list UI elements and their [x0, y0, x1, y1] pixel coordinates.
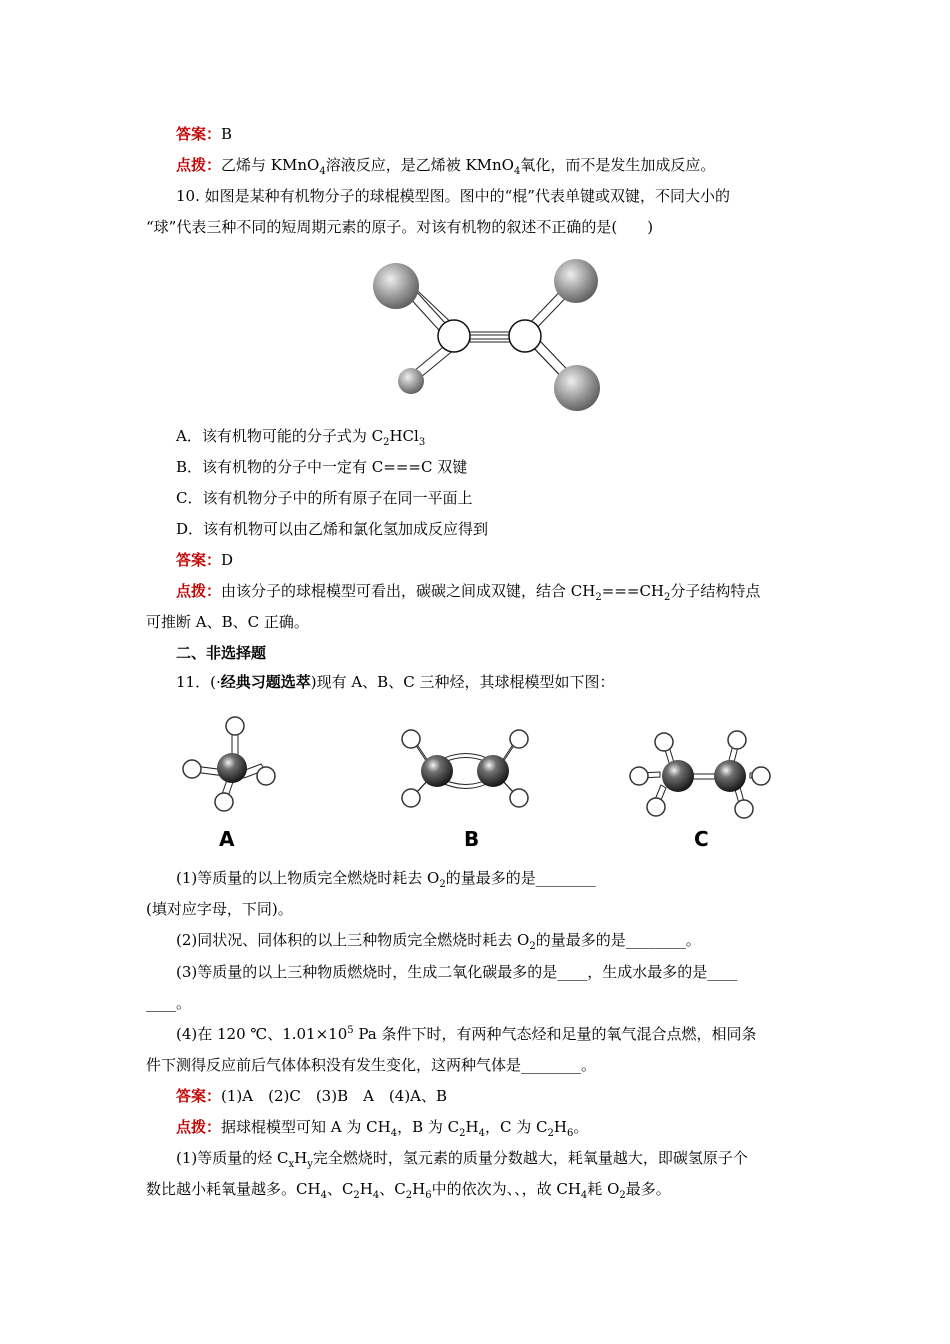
molecule-label-b: B	[464, 827, 480, 851]
q10-hint-line1: 点拨：由该分子的球棍模型可看出，碳碳之间成双键，结合 $CH_2===CH_2$分子结构特点	[176, 582, 761, 603]
molecule-b-ethylene	[402, 730, 528, 807]
q10-stem-line2: “球”代表三种不同的短周期元素的原子。对该有机物的叙述不正确的是( )	[146, 218, 654, 236]
q10-answer: 答案：D	[176, 551, 234, 569]
q11-part1-line2: (填对应字母，下同)。	[146, 900, 293, 918]
q11-part4-line1: (4)在 120 ℃、$1.01\times 10^5$ Pa 条件下时，有两种气态烃和足量的氧气混合点燃，相同条	[176, 1025, 757, 1043]
molecule-label-c: C	[694, 827, 709, 851]
q11-hint-line3: 数比越小耗氧量越多。$CH_4$、$C_2H_4$、$C_2H_6$中的依次为、、，故 $CH_4$耗 $O_2$最多。	[146, 1180, 671, 1201]
molecule-label-a: A	[219, 827, 235, 851]
q10-hint-line2: 可推断 A、B、C 正确。	[146, 613, 309, 631]
q10-bonds	[394, 275, 582, 391]
section-heading: 二、非选择题	[176, 644, 267, 662]
q10-option-d: D．该有机物可以由乙烯和氯化氢加成反应得到	[176, 520, 489, 538]
q9-hint: 点拨：乙烯与 KMnO$_4$溶液反应，是乙烯被 KMnO$_4$氧化，而不是发生加成反应。	[176, 156, 716, 177]
q11-hint-line1: 点拨：据球棍模型可知 A 为 $CH_4$，B 为 $C_2H_4$，C 为 $C_2H_6$。	[176, 1118, 589, 1139]
carbon-atom	[438, 320, 470, 352]
q11-part1-line1: (1)等质量的以上物质完全燃烧时耗去 $O_2$的量最多的是________	[176, 869, 596, 890]
q9-answer: 答案：B	[176, 125, 233, 143]
large-atom	[554, 259, 598, 303]
carbon-atom	[509, 320, 541, 352]
q11-answer: 答案：(1)A (2)C (3)B A (4)A、B	[176, 1087, 448, 1105]
q11-part4-line2: 件下测得反应前后气体体积没有发生变化，这两种气体是________。	[146, 1056, 597, 1074]
large-atom	[554, 365, 600, 411]
q11-part3-line2: ____。	[146, 994, 192, 1012]
molecule-a-methane	[183, 717, 275, 811]
small-atom	[398, 368, 424, 394]
q10-stem-line1: 10. 如图是某种有机物分子的球棍模型图。图中的“棍”代表单键或双键，不同大小的	[176, 187, 730, 205]
q10-option-a: A．该有机物可能的分子式为 $C_2HCl_3$	[176, 427, 426, 448]
q10-option-c: C．该有机物分子中的所有原子在同一平面上	[176, 489, 473, 507]
molecule-c-ethane	[630, 731, 770, 818]
q11-part3-line1: (3)等质量的以上三种物质燃烧时，生成二氧化碳最多的是____，生成水最多的是____	[176, 963, 738, 981]
q11-part2: (2)同状况、同体积的以上三种物质完全燃烧时耗去 $O_2$的量最多的是________。	[176, 931, 701, 952]
q11-stem: 11．(·经典习题选萃)现有 A、B、C 三种烃，其球棍模型如下图：	[176, 673, 615, 691]
q10-option-b: B．该有机物的分子中一定有 C===C 双键	[176, 458, 468, 476]
large-atom	[373, 263, 419, 309]
q10-ball-stick-model	[360, 250, 620, 420]
q11-hint-line2: (1)等质量的烃 $C_xH_y$完全燃烧时，氢元素的质量分数越大，耗氧量越大，即碳氢原子个	[176, 1149, 748, 1170]
